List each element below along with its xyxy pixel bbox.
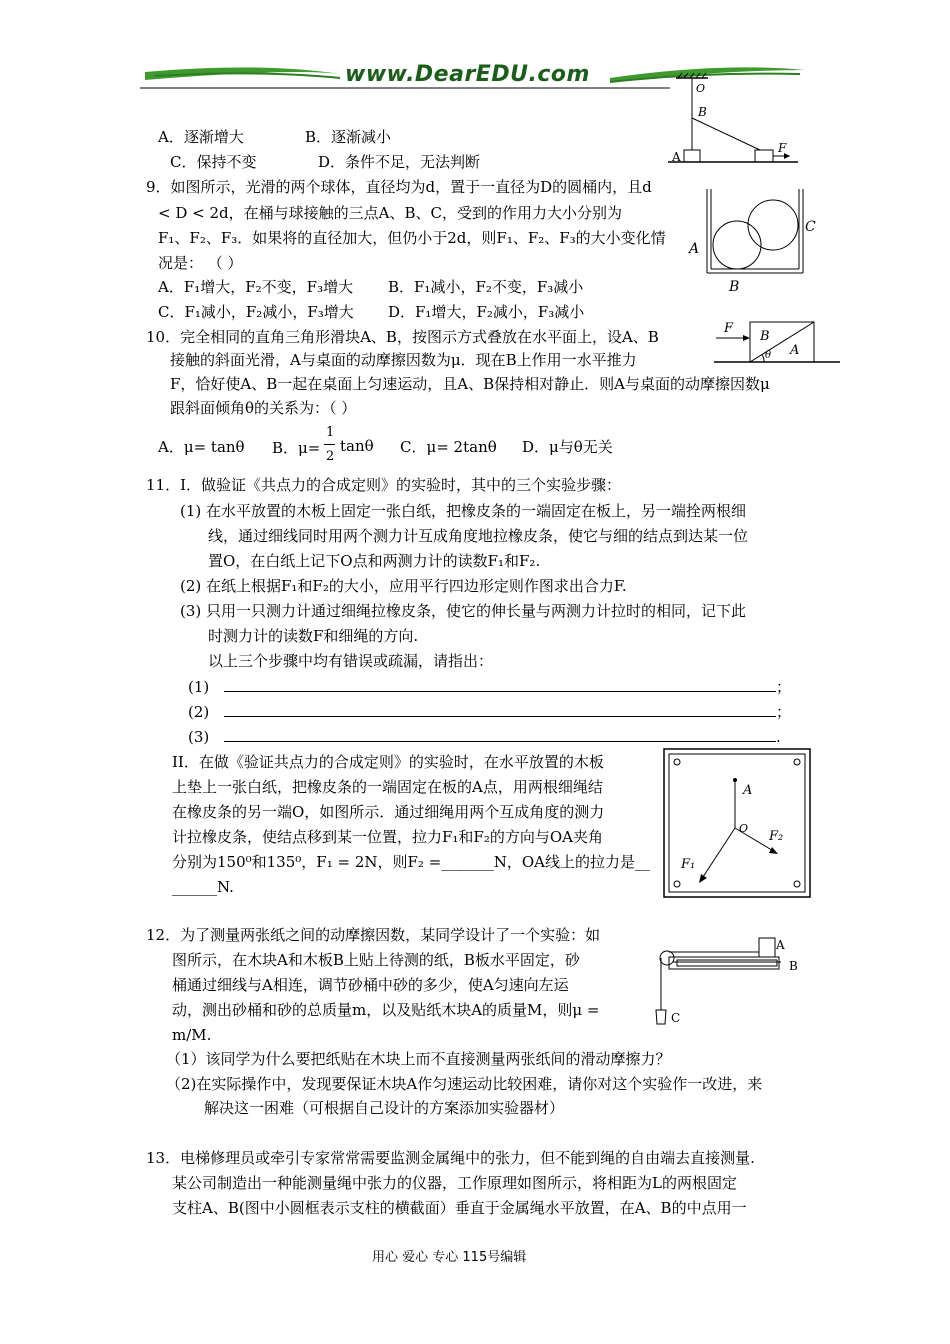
- q11-step-3a: (3) 只用一只测力计通过细绳拉橡皮条，使它的伸长量与两测力计拉时的相同，记下此: [180, 602, 747, 620]
- q11-blank-3[interactable]: (3) .: [188, 728, 781, 746]
- q10-label-theta: θ: [765, 350, 772, 361]
- q13-line-2: 某公司制造出一种能测量绳中张力的仪器，工作原理如图所示，将相距为L的两根固定: [172, 1174, 737, 1192]
- q8-figure-pulley: [668, 70, 798, 168]
- q10-line-3: F，恰好使A、B一起在桌面上匀速运动，且A、B保持相对静止．则A与桌面的动摩擦因数μ: [170, 375, 770, 393]
- page-footer: 用心 爱心 专心 115号编辑: [372, 1250, 527, 1265]
- q10-label-a: A: [790, 343, 800, 358]
- q13-line-1: 13．电梯修理员或牵引专家常常需要监测金属绳中的张力，但不能到绳的自由端去直接测量.: [146, 1149, 755, 1167]
- q8-option-a: A．逐渐增大: [158, 128, 244, 146]
- q8-option-c: C．保持不变: [170, 153, 257, 171]
- q9-line-1: 9．如图所示，光滑的两个球体，直径均为d，置于一直径为D的圆桶内，且d: [146, 178, 652, 196]
- q8-label-f: F: [778, 141, 787, 155]
- q12-line-5: m/M.: [172, 1026, 212, 1044]
- q12-line-1: 12．为了测量两张纸之间的动摩擦因数，某同学设计了一个实验：如: [146, 926, 601, 944]
- q12-figure-apparatus: [655, 932, 805, 1032]
- q9-label-a: A: [689, 241, 700, 257]
- q11-figure-board: [663, 748, 811, 898]
- q8-option-d: D．条件不足，无法判断: [318, 153, 481, 171]
- q12-question-1: （1）该同学为什么要把纸贴在木块上而不直接测量两张纸间的滑动摩擦力？: [166, 1050, 671, 1068]
- q10-line-4: 跟斜面倾角θ的关系为：（ ）: [170, 399, 357, 417]
- q11-blank-1[interactable]: (1) ；: [188, 678, 792, 696]
- q11-part2-line-4: 计拉橡皮条，使结点移到某一位置，拉力F₁和F₂的方向与OA夹角: [172, 828, 603, 846]
- q11-fig-label-a: A: [743, 783, 753, 798]
- q9-figure-spheres: [685, 183, 825, 293]
- q11-step-1b: 线，通过细线同时用两个测力计互成角度地拉橡皮条，使它与细的结点到达某一位: [208, 527, 749, 545]
- q10-option-c: C．μ= 2tanθ: [400, 438, 497, 456]
- site-logo-text: www.DearEDU.com: [345, 62, 590, 87]
- q10-line-2: 接触的斜面光滑，A与桌面的动摩擦因数为μ．现在B上作用一水平推力: [170, 351, 637, 369]
- q11-part2-line-1: II．在做《验证共点力的合成定则》的实验时，在水平放置的木板: [172, 753, 604, 771]
- q12-fig-label-b: B: [789, 959, 798, 973]
- q11-line-1: 11．I．做验证《共点力的合成定则》的实验时，其中的三个实验步骤：: [146, 476, 622, 494]
- q8-label-o: O: [696, 82, 706, 95]
- q11-step-2: (2) 在纸上根据F₁和F₂的大小，应用平行四边形定则作图求出合力F.: [180, 577, 627, 595]
- q10-label-b: B: [760, 329, 770, 344]
- q8-label-a: A: [672, 150, 681, 164]
- q9-option-b: B．F₁减小，F₂不变，F₃减小: [388, 278, 584, 296]
- q10-figure-wedges: [712, 316, 842, 366]
- q11-prompt: 以上三个步骤中均有错误或疏漏，请指出：: [208, 652, 494, 670]
- q11-blank-2[interactable]: (2) ；: [188, 703, 792, 721]
- q9-line-4: 况是： （ ）: [158, 254, 243, 272]
- q9-label-b: B: [729, 279, 740, 293]
- q11-step-1c: 置O，在白纸上记下O点和两测力计的读数F₁和F₂.: [208, 552, 541, 570]
- q11-part2-line-5: 分别为150⁰和135⁰，F₁ = 2N，则F₂ =_______N，OA线上的拉力是__: [172, 853, 650, 871]
- q9-option-d: D．F₁增大，F₂减小，F₃减小: [388, 303, 585, 321]
- q11-fig-label-f1: F₁: [681, 857, 696, 872]
- q10-option-a: A．μ= tanθ: [158, 438, 245, 456]
- q12-line-4: 动，测出砂桶和砂的总质量m，以及贴纸木块A的质量M，则μ =: [172, 1001, 600, 1019]
- q9-line-3: F₁、F₂、F₃．如果将的直径加大，但仍小于2d，则F₁、F₂、F₃的大小变化情: [158, 229, 666, 247]
- q12-fig-label-a: A: [776, 938, 785, 952]
- q12-question-2a: （2)在实际操作中，发现要保证木块A作匀速运动比较困难，请你对这个实验作一改进，来: [166, 1075, 763, 1093]
- q8-option-b: B．逐渐减小: [305, 128, 392, 146]
- q12-fig-label-c: C: [671, 1011, 681, 1025]
- q10-option-d: D．μ与θ无关: [522, 438, 613, 456]
- q9-option-a: A．F₁增大，F₂不变，F₃增大: [158, 278, 354, 296]
- q12-question-2b: 解决这一困难（可根据自己设计的方案添加实验器材）: [204, 1099, 565, 1117]
- q11-part2-line-2: 上垫上一张白纸，把橡皮条的一端固定在板的A点，用两根细绳结: [172, 778, 603, 796]
- q11-fig-label-f2: F₂: [769, 829, 784, 844]
- q9-option-c: C．F₁减小，F₂减小，F₃增大: [158, 303, 354, 321]
- q11-step-1a: (1) 在水平放置的木板上固定一张白纸，把橡皮条的一端固定在板上，另一端拴两根细: [180, 502, 747, 520]
- q12-line-3: 桶通过细线与A相连，调节砂桶中砂的多少，使A匀速向左运: [172, 976, 569, 994]
- q10-label-f: F: [724, 321, 734, 336]
- q11-part2-line-6: ______N.: [172, 878, 234, 896]
- q8-label-b: B: [698, 105, 707, 119]
- q11-step-3b: 时测力计的读数F和细绳的方向.: [208, 627, 419, 645]
- q9-label-c: C: [805, 219, 816, 235]
- q11-part2-line-3: 在橡皮条的另一端O，如图所示．通过细绳用两个互成角度的测力: [172, 803, 605, 821]
- q12-line-2: 图所示，在木块A和木板B上贴上待测的纸，B板水平固定，砂: [172, 951, 580, 969]
- q9-line-2: < D < 2d，在桶与球接触的三点A、B、C，受到的作用力大小分别为: [158, 204, 622, 222]
- q13-line-3: 支柱A、B(图中小圆框表示支柱的横截面）垂直于金属绳水平放置，在A、B的中点用一: [172, 1199, 747, 1217]
- q10-line-1: 10．完全相同的直角三角形滑块A、B，按图示方式叠放在水平面上，设A、B: [146, 328, 659, 346]
- q11-fig-label-o: O: [739, 822, 749, 835]
